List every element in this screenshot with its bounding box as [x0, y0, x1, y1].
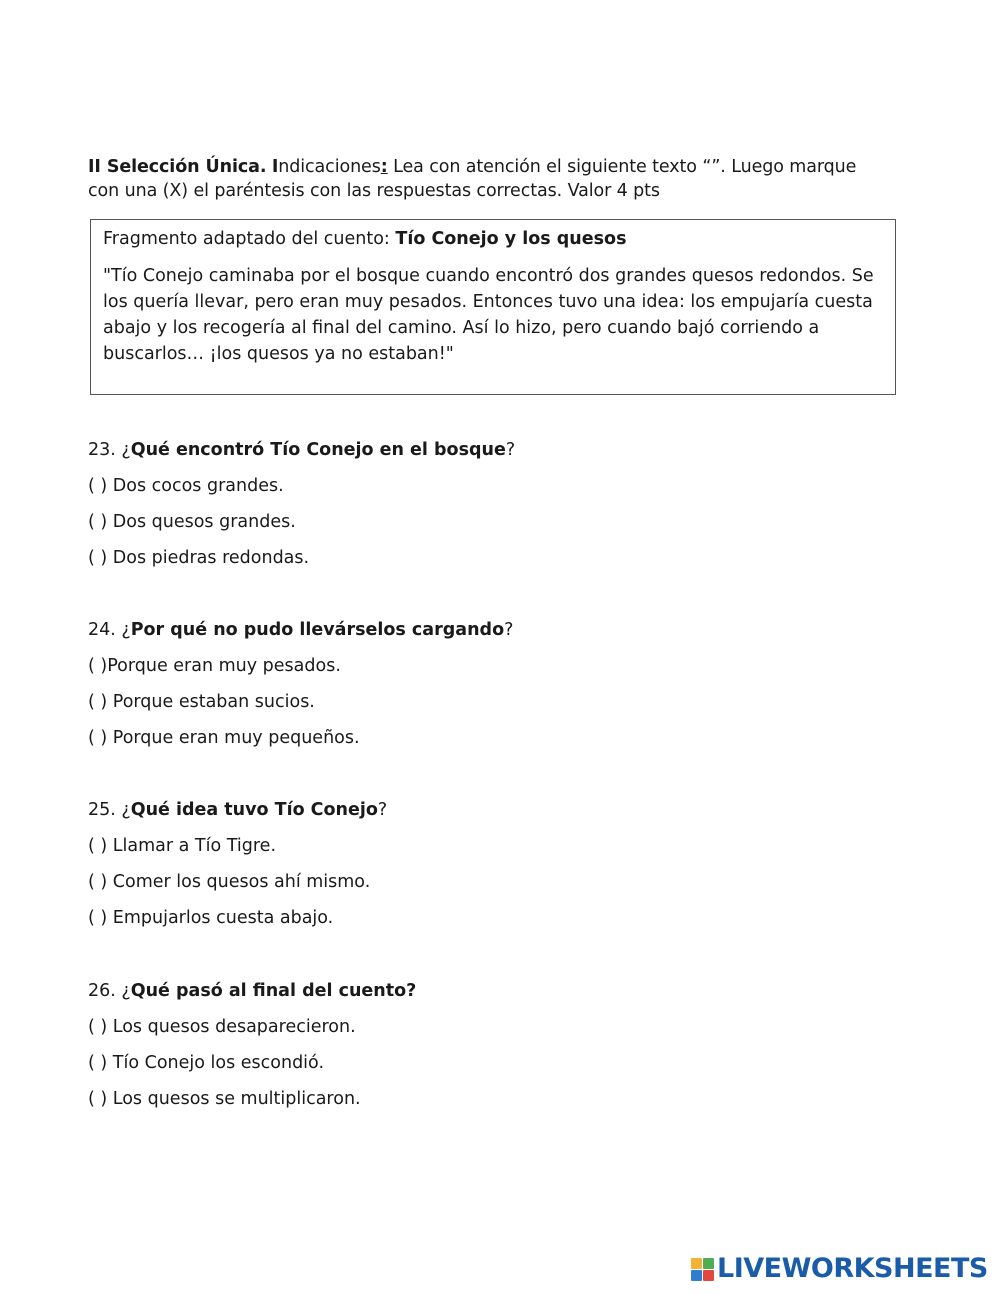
question-end: ? [504, 620, 514, 640]
logo-square-green [703, 1258, 714, 1269]
answer-option[interactable]: ( ) Los quesos desaparecieron. [88, 1017, 356, 1037]
logo-square-yellow [691, 1258, 702, 1269]
logo-text: LIVEWORKSHEETS [717, 1253, 988, 1284]
instructions-text: Lea con atención el siguiente texto “”. Luego marque con una (X) el paréntesis con las respuestas correctas. Valor 4 pts [88, 157, 857, 201]
instructions-label: ndicaciones [278, 157, 381, 177]
question-text: Qué pasó al final del cuento? [130, 981, 417, 1001]
answer-option[interactable]: ( ) Comer los quesos ahí mismo. [88, 872, 371, 892]
question-title [88, 798, 888, 834]
answer-option[interactable]: ( ) Empujarlos cuesta abajo. [88, 908, 334, 928]
question-25 [88, 798, 888, 942]
answer-option[interactable]: ( )Porque eran muy pesados. [88, 656, 341, 676]
story-fragment-box [90, 219, 896, 395]
logo-square-red [703, 1270, 714, 1281]
fragment-body: "Tío Conejo caminaba por el bosque cuando encontró dos grandes quesos redondos. Se los quería llevar, pero eran muy pesados. Entonces tuvo una idea: los empujaría cuesta abajo y los recogería al final del camino. Así lo hizo, pero cuando bajó corriendo a buscarlos… ¡los quesos ya no estaban!" [103, 266, 874, 364]
question-title [88, 618, 888, 654]
question-title [88, 979, 888, 1015]
answer-option[interactable]: ( ) Tío Conejo los escondió. [88, 1053, 325, 1073]
fragment-intro: Fragmento adaptado del cuento: [103, 229, 396, 249]
instructions [88, 155, 888, 203]
question-number: 25. ¿ [88, 800, 131, 820]
question-24 [88, 618, 888, 762]
question-end: ? [505, 440, 516, 460]
question-text: Qué idea tuvo Tío Conejo [130, 800, 378, 820]
question-title [88, 438, 888, 474]
logo-icon [691, 1258, 714, 1281]
answer-option[interactable]: ( ) Dos cocos grandes. [88, 476, 284, 496]
answer-option[interactable]: ( ) Dos quesos grandes. [88, 512, 296, 532]
question-text: Por qué no pudo llevárselos cargando [130, 620, 505, 640]
answer-option[interactable]: ( ) Llamar a Tío Tigre. [88, 836, 277, 856]
answer-option[interactable]: ( ) Porque eran muy pequeños. [88, 728, 360, 748]
fragment-title: Tío Conejo y los quesos [395, 229, 627, 249]
question-end: ? [377, 800, 388, 820]
question-number: 26. ¿ [88, 981, 131, 1001]
instructions-label-initial: I [271, 157, 279, 177]
section-title: II Selección Única. [88, 157, 267, 177]
question-number: 24. ¿ [88, 620, 131, 640]
answer-option[interactable]: ( ) Porque estaban sucios. [88, 692, 315, 712]
question-23 [88, 438, 888, 582]
question-text: Qué encontró Tío Conejo en el bosque [130, 440, 506, 460]
fragment-heading [103, 227, 883, 251]
answer-option[interactable]: ( ) Dos piedras redondas. [88, 548, 310, 568]
liveworksheets-logo [691, 1254, 988, 1284]
question-26 [88, 979, 888, 1123]
answer-option[interactable]: ( ) Los quesos se multiplicaron. [88, 1089, 361, 1109]
logo-square-blue [691, 1270, 702, 1281]
question-number: 23. ¿ [88, 440, 131, 460]
instructions-colon: : [380, 157, 388, 177]
